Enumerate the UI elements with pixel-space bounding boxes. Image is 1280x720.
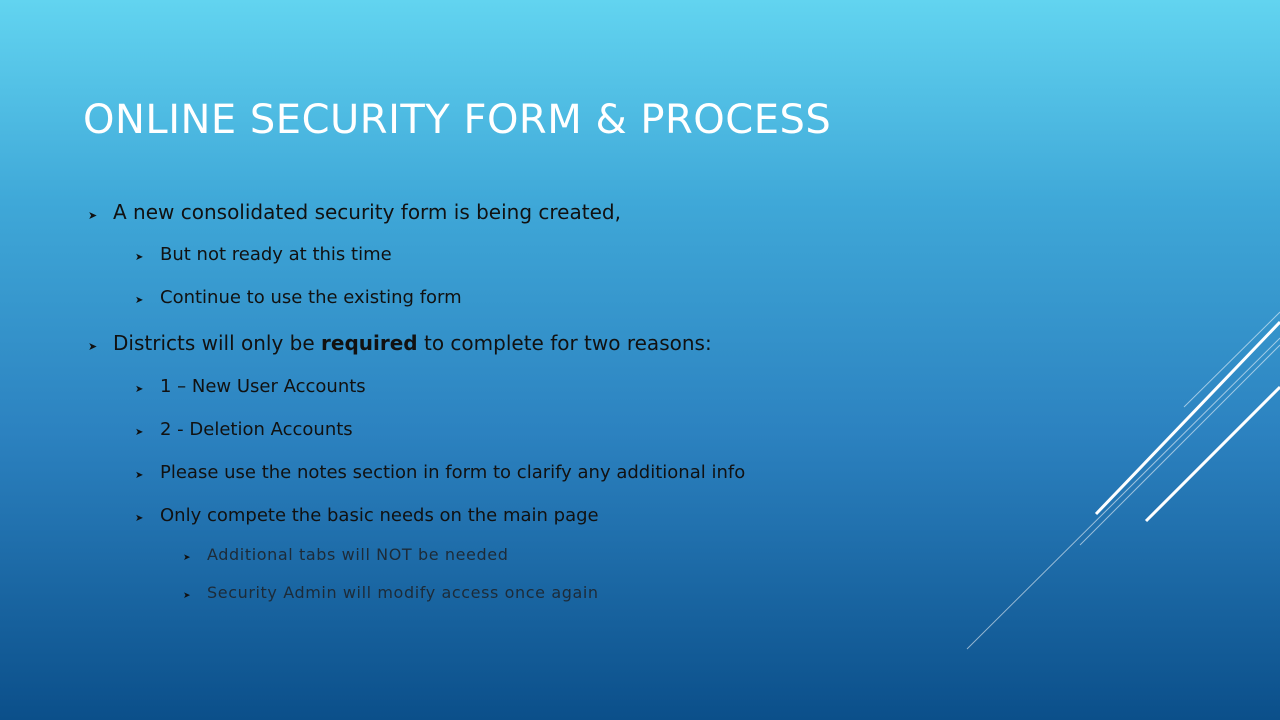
decorative-line	[1146, 387, 1280, 521]
bullet-text-bold: required	[321, 331, 418, 355]
bullet-text: 1 – New User Accounts	[160, 376, 366, 397]
arrow-bullet-icon: ➤	[88, 340, 98, 353]
bullet-text: But not ready at this time	[160, 244, 392, 265]
arrow-bullet-icon: ➤	[135, 252, 144, 263]
arrow-bullet-icon: ➤	[183, 591, 192, 601]
bullet-text: A new consolidated security form is being created,	[113, 200, 621, 224]
bullet-text: Continue to use the existing form	[160, 287, 462, 308]
arrow-bullet-icon: ➤	[135, 427, 144, 438]
decorative-line	[1080, 345, 1280, 545]
bullet-text: Additional tabs will NOT be needed	[207, 545, 509, 564]
bullet-text-before: Districts will only be	[113, 331, 322, 355]
arrow-bullet-icon: ➤	[135, 295, 144, 306]
bullet-text: 2 - Deletion Accounts	[160, 419, 353, 440]
arrow-bullet-icon: ➤	[135, 513, 144, 524]
decorative-line	[967, 338, 1280, 649]
slide-title: ONLINE SECURITY FORM & PROCESS	[83, 97, 832, 143]
bullet-text: Security Admin will modify access once again	[207, 583, 599, 602]
arrow-bullet-icon: ➤	[183, 553, 192, 563]
bullet-text: Please use the notes section in form to clarify any additional info	[160, 462, 746, 483]
arrow-bullet-icon: ➤	[135, 470, 144, 481]
bullet-text: Only compete the basic needs on the main page	[160, 505, 599, 526]
arrow-bullet-icon: ➤	[88, 209, 98, 222]
decorative-line	[1096, 322, 1280, 514]
arrow-bullet-icon: ➤	[135, 384, 144, 395]
bullet-text-after: to complete for two reasons:	[417, 331, 712, 355]
